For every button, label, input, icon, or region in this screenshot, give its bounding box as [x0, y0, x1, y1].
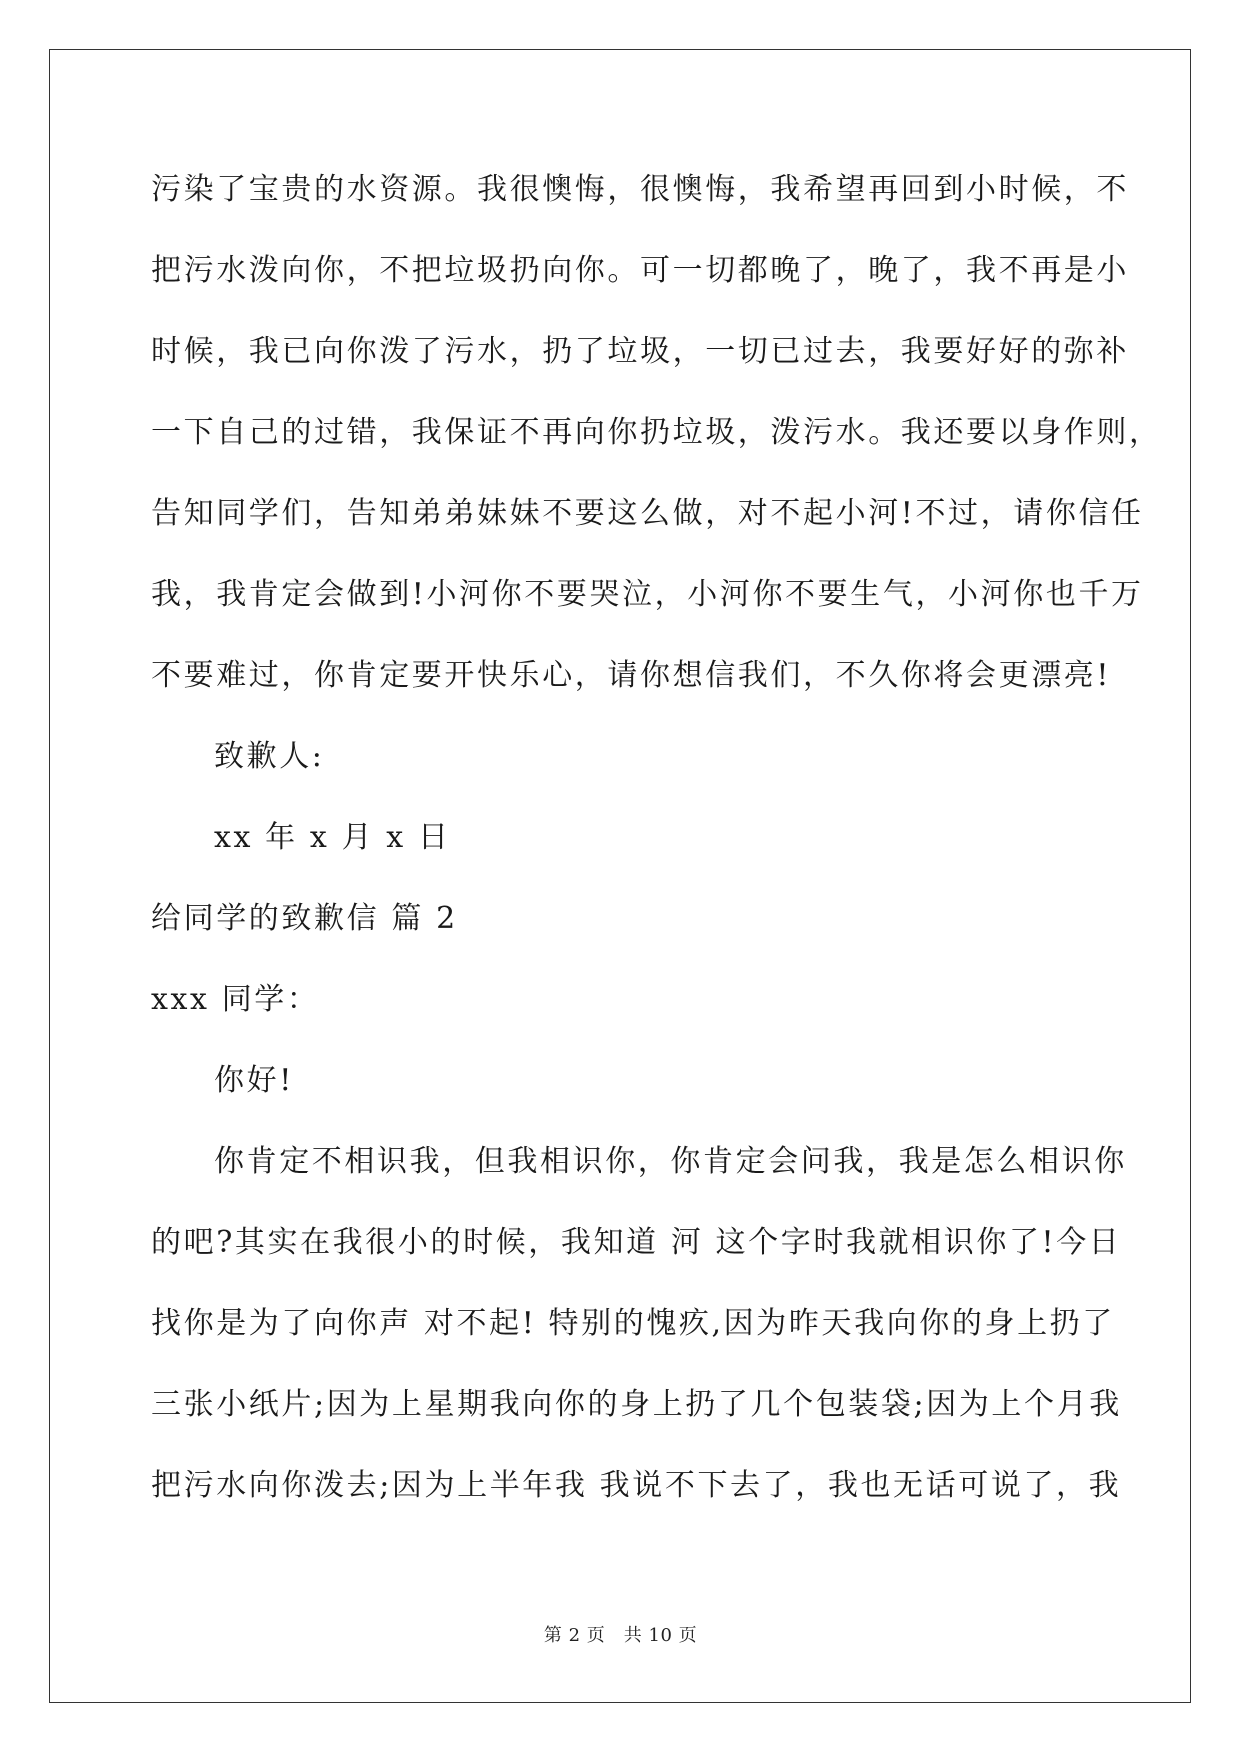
text-line-14: 的吧?其实在我很小的时候，我知道 河 这个字时我就相识你了!今日	[151, 1225, 1122, 1260]
text-line-2: 把污水泼向你，不把垃圾扔向你。可一切都晚了，晚了，我不再是小	[151, 253, 1129, 288]
text-line-5: 告知同学们，告知弟弟妹妹不要这么做，对不起小河!不过，请你信任	[151, 496, 1144, 531]
section-heading: 给同学的致歉信 篇 2	[151, 901, 458, 936]
text-line-15: 找你是为了向你声 对不起! 特别的愧疚,因为昨天我向你的身上扔了	[151, 1306, 1115, 1341]
text-line-6: 我，我肯定会做到!小河你不要哭泣，小河你不要生气，小河你也千万	[151, 577, 1144, 612]
letter-salutation: xxx 同学：	[151, 982, 320, 1017]
text-line-1: 污染了宝贵的水资源。我很懊悔，很懊悔，我希望再回到小时候，不	[151, 172, 1129, 207]
text-line-3: 时候，我已向你泼了污水，扔了垃圾，一切已过去，我要好好的弥补	[151, 334, 1129, 369]
page-number-footer: 第 2 页 共 10 页	[543, 1625, 698, 1646]
text-line-16: 三张小纸片;因为上星期我向你的身上扔了几个包装袋;因为上个月我	[151, 1387, 1122, 1422]
document-body	[151, 166, 1162, 1543]
signature-label: 致歉人:	[214, 739, 325, 774]
text-line-13: 你肯定不相识我，但我相识你，你肯定会问我，我是怎么相识你	[214, 1144, 1127, 1179]
signature-date: xx 年 x 月 x 日	[214, 820, 451, 855]
letter-greeting: 你好!	[214, 1063, 294, 1098]
text-line-17: 把污水向你泼去;因为上半年我 我说不下去了，我也无话可说了，我	[151, 1468, 1122, 1503]
text-line-7: 不要难过，你肯定要开快乐心，请你想信我们，不久你将会更漂亮!	[151, 658, 1112, 693]
text-line-4: 一下自己的过错，我保证不再向你扔垃圾，泼污水。我还要以身作则，	[151, 415, 1162, 450]
